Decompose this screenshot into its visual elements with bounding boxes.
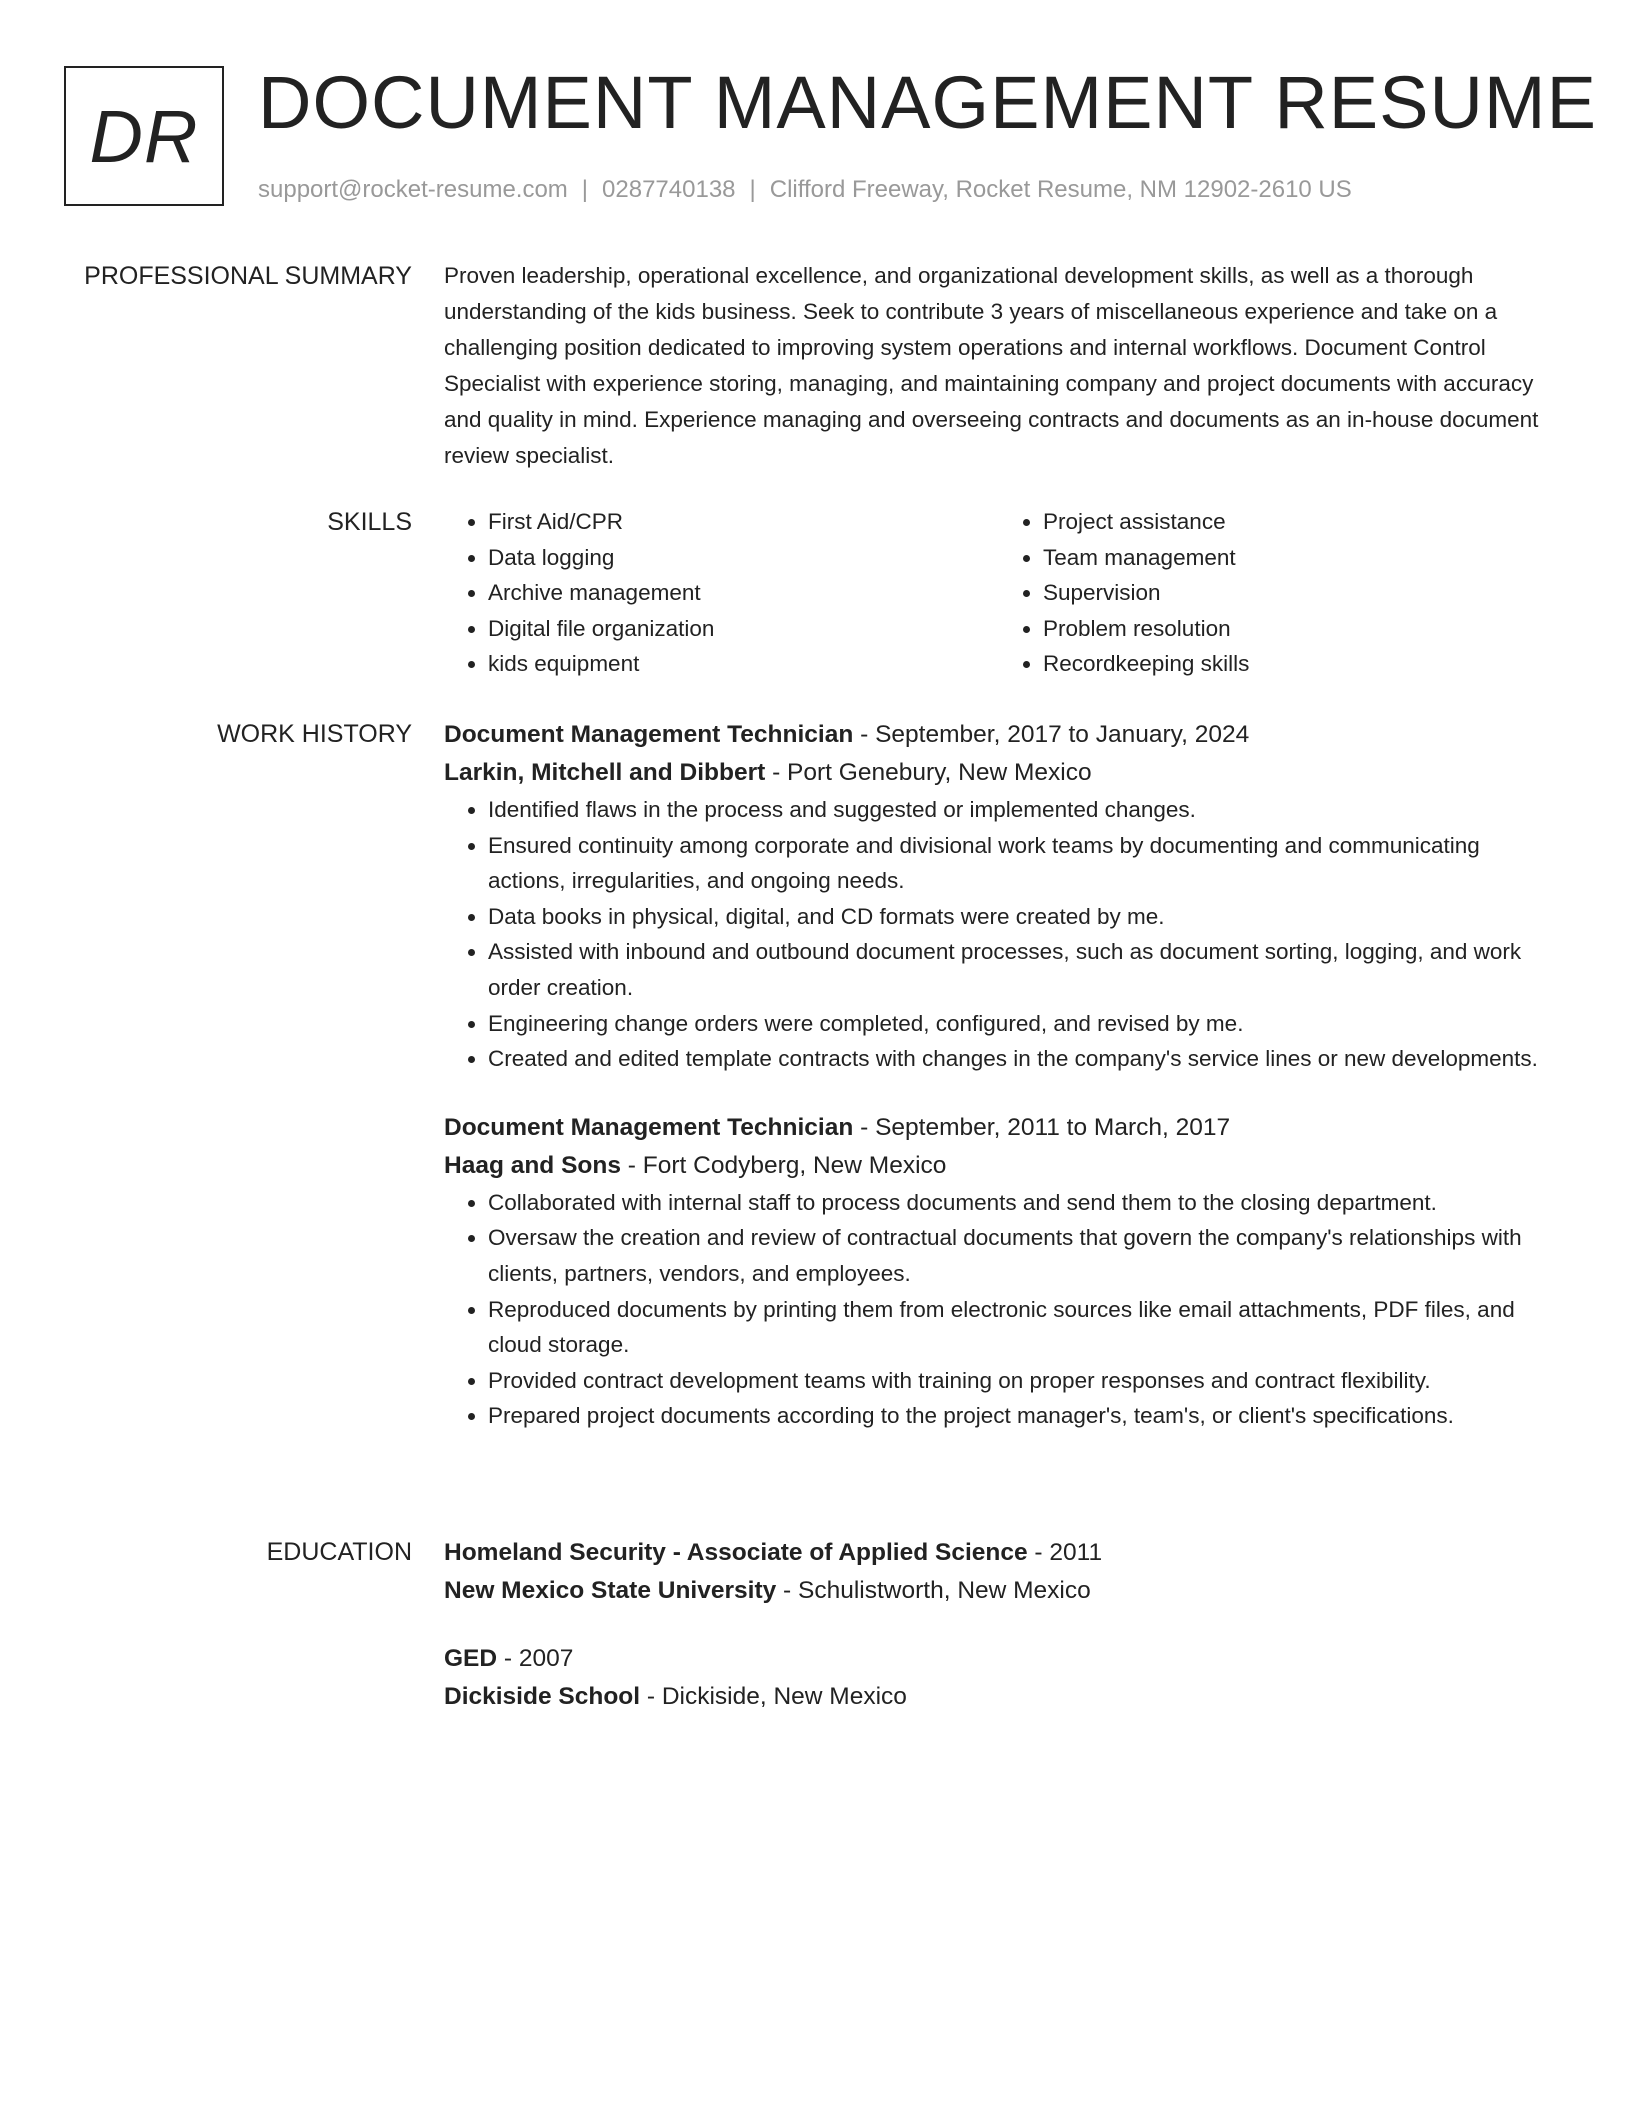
contact-address: Clifford Freeway, Rocket Resume, NM 12902-2610 US <box>769 176 1352 203</box>
education-degree: GED <box>444 1645 498 1672</box>
summary-text: Proven leadership, operational excellence, and organizational development skills, as well as a thorough understanding of the kids business. Seek to contribute 3 years of miscellaneous experience and take on a challenging position dedicated to improving system operations and internal workflows. Document Control Specialist with experience storing, managing, and maintaining company and project documents with accuracy and quality in mind. Experience managing and overseeing contracts and documents as an in-house document review specialist. <box>444 263 1539 468</box>
monogram-text: DR <box>89 94 199 178</box>
job-company-line <box>444 1147 1554 1185</box>
job-bullet: • Provided contract development teams with training on proper responses and contract flexibility. <box>488 1363 1554 1399</box>
skill-item: • Team management <box>1043 540 1554 576</box>
section-label-work: WORK HISTORY <box>217 720 412 748</box>
job-entry <box>444 1109 1554 1434</box>
skill-item: • First Aid/CPR <box>488 504 999 540</box>
job-bullets <box>444 1185 1554 1434</box>
job-bullet: • Oversaw the creation and review of contractual documents that govern the company's relationships with clients, partners, vendors, and employees. <box>488 1220 1554 1291</box>
education-school-line <box>444 1678 1554 1716</box>
skills-column-1 <box>444 504 999 682</box>
education-school-line <box>444 1572 1554 1610</box>
education-body <box>444 1534 1554 1746</box>
skill-item: • Recordkeeping skills <box>1043 646 1554 682</box>
skill-item: • Data logging <box>488 540 999 576</box>
job-bullet: • Identified flaws in the process and suggested or implemented changes. <box>488 792 1554 828</box>
skill-item: • Project assistance <box>1043 504 1554 540</box>
education-entry <box>444 1640 1554 1716</box>
job-title-line <box>444 716 1554 754</box>
education-entry <box>444 1534 1554 1610</box>
contact-line <box>258 174 1352 206</box>
job-company: Haag and Sons <box>444 1151 621 1179</box>
job-bullet: • Created and edited template contracts with changes in the company's service lines or new developments. <box>488 1041 1554 1077</box>
job-company: Larkin, Mitchell and Dibbert <box>444 759 766 786</box>
job-bullet: • Ensured continuity among corporate and divisional work teams by documenting and communicating actions, irregularities, and ongoing needs. <box>488 828 1554 899</box>
job-dates: - September, 2017 to January, 2024 <box>853 721 1250 748</box>
education-year: - 2011 <box>1027 1539 1103 1566</box>
skill-item: • Supervision <box>1043 575 1554 611</box>
job-bullet: • Assisted with inbound and outbound document processes, such as document sorting, logging, and work order creation. <box>488 934 1554 1005</box>
job-location: - Port Genebury, New Mexico <box>765 759 1092 786</box>
education-year: - 2007 <box>497 1645 574 1672</box>
skill-item: • kids equipment <box>488 646 999 682</box>
resume-title: DOCUMENT MANAGEMENT RESUME <box>258 61 1597 144</box>
job-bullet: • Reproduced documents by printing them from electronic sources like email attachments, PDF files, and cloud storage. <box>488 1292 1554 1363</box>
education-degree-line <box>444 1640 1554 1678</box>
summary-body <box>444 258 1554 474</box>
job-title: Document Management Technician <box>444 721 854 748</box>
job-bullet: • Engineering change orders were completed, configured, and revised by me. <box>488 1006 1554 1042</box>
job-location: - Fort Codyberg, New Mexico <box>620 1151 947 1179</box>
job-bullet: • Data books in physical, digital, and CD formats were created by me. <box>488 899 1554 935</box>
education-degree: Homeland Security - Associate of Applied Science <box>444 1539 1028 1566</box>
section-label-summary: PROFESSIONAL SUMMARY <box>84 262 412 290</box>
job-bullets <box>444 792 1554 1077</box>
education-school: Dickiside School <box>444 1683 641 1710</box>
job-title-line <box>444 1109 1554 1147</box>
skills-column-2 <box>999 504 1554 682</box>
education-location: - Schulistworth, New Mexico <box>776 1577 1091 1604</box>
work-body <box>444 716 1554 1434</box>
skill-item: • Problem resolution <box>1043 611 1554 647</box>
education-school: New Mexico State University <box>444 1577 777 1604</box>
skill-item: • Digital file organization <box>488 611 999 647</box>
section-label-education: EDUCATION <box>266 1538 412 1566</box>
contact-phone: 0287740138 <box>602 176 736 203</box>
skills-body <box>444 504 1554 682</box>
contact-separator: | <box>749 176 756 203</box>
job-dates: - September, 2011 to March, 2017 <box>853 1113 1231 1141</box>
section-label-skills: SKILLS <box>327 508 412 536</box>
job-title: Document Management Technician <box>444 1113 854 1141</box>
contact-separator: | <box>581 176 589 203</box>
education-degree-line <box>444 1534 1554 1572</box>
contact-email: support@rocket-resume.com <box>258 176 568 203</box>
job-company-line <box>444 754 1554 792</box>
monogram-logo <box>64 66 224 206</box>
job-bullet: • Prepared project documents according to the project manager's, team's, or client's specifications. <box>488 1398 1554 1434</box>
job-entry <box>444 716 1554 1077</box>
education-location: - Dickiside, New Mexico <box>640 1683 907 1710</box>
job-bullet: • Collaborated with internal staff to process documents and send them to the closing department. <box>488 1185 1554 1221</box>
skill-item: • Archive management <box>488 575 999 611</box>
